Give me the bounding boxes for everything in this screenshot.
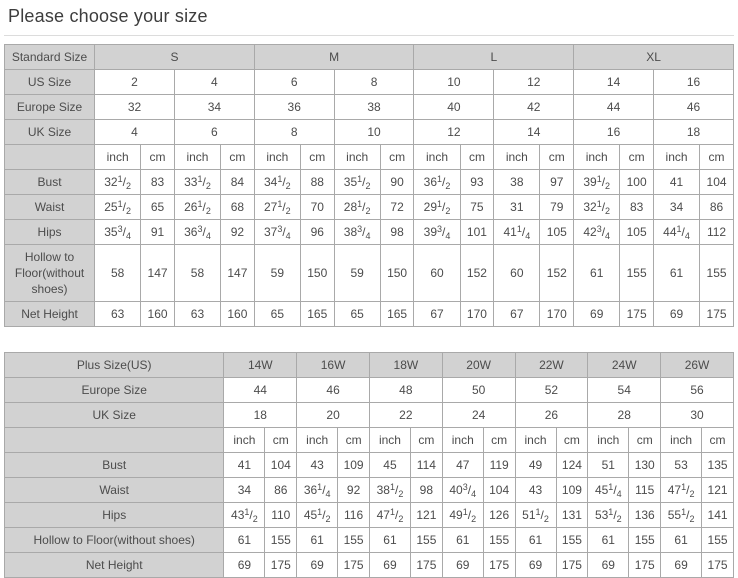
value-cell: 98 — [380, 220, 414, 245]
value-cell: 18 — [224, 403, 297, 428]
unit-header-cell: inch — [297, 428, 338, 453]
table-row — [5, 145, 734, 170]
value-cell: 16 — [574, 120, 654, 145]
value-cell: 155 — [620, 245, 654, 302]
value-cell: 28 — [588, 403, 661, 428]
table-row — [5, 195, 734, 220]
unit-header-cell: cm — [620, 145, 654, 170]
unit-header-cell: inch — [174, 145, 220, 170]
value-cell: 131 — [556, 503, 588, 528]
row-label: Hollow to Floor(without shoes) — [5, 528, 224, 553]
value-cell: $38^1/_2$ — [369, 478, 410, 503]
value-cell: 61 — [297, 528, 338, 553]
value-cell: 92 — [221, 220, 255, 245]
value-cell: 136 — [629, 503, 661, 528]
value-cell: 175 — [702, 553, 734, 578]
table-row — [5, 220, 734, 245]
table-row — [5, 353, 734, 378]
value-cell: 10 — [334, 120, 414, 145]
value-cell: 97 — [540, 170, 574, 195]
size-group-header-cell: 24W — [588, 353, 661, 378]
unit-header-cell: cm — [702, 428, 734, 453]
value-cell: 34 — [224, 478, 265, 503]
value-cell: 38 — [334, 95, 414, 120]
table-row — [5, 302, 734, 327]
value-cell: 124 — [556, 453, 588, 478]
size-group-header-cell: M — [254, 45, 414, 70]
value-cell: $39^1/_2$ — [574, 170, 620, 195]
value-cell: 61 — [369, 528, 410, 553]
value-cell: 43 — [515, 478, 556, 503]
value-cell: 86 — [700, 195, 734, 220]
value-cell: 4 — [174, 70, 254, 95]
value-cell: 45 — [369, 453, 410, 478]
value-cell: $40^3/_4$ — [442, 478, 483, 503]
value-cell: 104 — [265, 453, 297, 478]
size-group-header-cell: 26W — [661, 353, 734, 378]
value-cell: 14 — [494, 120, 574, 145]
value-cell: 24 — [442, 403, 515, 428]
value-cell: 58 — [174, 245, 220, 302]
value-cell: 116 — [338, 503, 370, 528]
value-cell: 121 — [410, 503, 442, 528]
table-row — [5, 245, 734, 302]
value-cell: $55^1/_2$ — [661, 503, 702, 528]
value-cell: 150 — [300, 245, 334, 302]
value-cell: 160 — [221, 302, 255, 327]
value-cell: 96 — [300, 220, 334, 245]
value-cell: 109 — [338, 453, 370, 478]
value-cell: $32^1/_2$ — [574, 195, 620, 220]
value-cell: 90 — [380, 170, 414, 195]
row-label: UK Size — [5, 120, 95, 145]
value-cell: 100 — [620, 170, 654, 195]
value-cell: 72 — [380, 195, 414, 220]
value-cell: 86 — [265, 478, 297, 503]
value-cell: 65 — [141, 195, 175, 220]
value-cell: 170 — [460, 302, 494, 327]
value-cell: $45^1/_2$ — [297, 503, 338, 528]
value-cell: 4 — [95, 120, 175, 145]
row-label — [5, 145, 95, 170]
value-cell: $36^3/_4$ — [174, 220, 220, 245]
value-cell: 31 — [494, 195, 540, 220]
value-cell: 59 — [334, 245, 380, 302]
value-cell: $39^3/_4$ — [414, 220, 460, 245]
value-cell: 10 — [414, 70, 494, 95]
value-cell: 75 — [460, 195, 494, 220]
value-cell: 175 — [410, 553, 442, 578]
unit-header-cell: inch — [414, 145, 460, 170]
row-label: Bust — [5, 170, 95, 195]
value-cell: 69 — [297, 553, 338, 578]
row-label: US Size — [5, 70, 95, 95]
value-cell: 61 — [588, 528, 629, 553]
value-cell: $26^1/_2$ — [174, 195, 220, 220]
value-cell: 60 — [414, 245, 460, 302]
value-cell: 2 — [95, 70, 175, 95]
value-cell: 175 — [629, 553, 661, 578]
unit-header-cell: inch — [661, 428, 702, 453]
unit-header-cell: cm — [141, 145, 175, 170]
value-cell: 155 — [265, 528, 297, 553]
table-row — [5, 478, 734, 503]
value-cell: 65 — [254, 302, 300, 327]
value-cell: $47^1/_2$ — [661, 478, 702, 503]
value-cell: 165 — [380, 302, 414, 327]
value-cell: 69 — [515, 553, 556, 578]
value-cell: 61 — [661, 528, 702, 553]
value-cell: 47 — [442, 453, 483, 478]
value-cell: 42 — [494, 95, 574, 120]
value-cell: 52 — [515, 378, 588, 403]
value-cell: $36^1/_2$ — [414, 170, 460, 195]
value-cell: 6 — [174, 120, 254, 145]
value-cell: 65 — [334, 302, 380, 327]
unit-header-cell: cm — [410, 428, 442, 453]
value-cell: 41 — [224, 453, 265, 478]
value-cell: 51 — [588, 453, 629, 478]
size-group-header-cell: L — [414, 45, 574, 70]
value-cell: 141 — [702, 503, 734, 528]
value-cell: 26 — [515, 403, 588, 428]
unit-header-cell: cm — [380, 145, 414, 170]
value-cell: $32^1/_2$ — [95, 170, 141, 195]
size-group-header-cell: 20W — [442, 353, 515, 378]
value-cell: $27^1/_2$ — [254, 195, 300, 220]
table-row — [5, 170, 734, 195]
table-row — [5, 45, 734, 70]
value-cell: 150 — [380, 245, 414, 302]
value-cell: 70 — [300, 195, 334, 220]
value-cell: $33^1/_2$ — [174, 170, 220, 195]
value-cell: 104 — [700, 170, 734, 195]
value-cell: 53 — [661, 453, 702, 478]
row-label: Waist — [5, 195, 95, 220]
value-cell: 46 — [654, 95, 734, 120]
value-cell: 68 — [221, 195, 255, 220]
row-label: Plus Size(US) — [5, 353, 224, 378]
table-row — [5, 378, 734, 403]
value-cell: 61 — [224, 528, 265, 553]
value-cell: 61 — [442, 528, 483, 553]
value-cell: 69 — [588, 553, 629, 578]
value-cell: 44 — [574, 95, 654, 120]
value-cell: 34 — [654, 195, 700, 220]
value-cell: 6 — [254, 70, 334, 95]
unit-header-cell: cm — [629, 428, 661, 453]
row-label: Hips — [5, 503, 224, 528]
value-cell: 155 — [483, 528, 515, 553]
value-cell: 155 — [702, 528, 734, 553]
value-cell: 155 — [338, 528, 370, 553]
value-cell: 69 — [224, 553, 265, 578]
value-cell: 69 — [369, 553, 410, 578]
value-cell: 155 — [700, 245, 734, 302]
table-row — [5, 453, 734, 478]
value-cell: 175 — [483, 553, 515, 578]
value-cell: 175 — [620, 302, 654, 327]
value-cell: 109 — [556, 478, 588, 503]
value-cell: 58 — [95, 245, 141, 302]
row-label — [5, 428, 224, 453]
value-cell: 41 — [654, 170, 700, 195]
value-cell: $28^1/_2$ — [334, 195, 380, 220]
value-cell: 135 — [702, 453, 734, 478]
value-cell: 110 — [265, 503, 297, 528]
size-group-header-cell: 14W — [224, 353, 297, 378]
value-cell: 83 — [620, 195, 654, 220]
value-cell: 56 — [661, 378, 734, 403]
plus-size-table — [4, 352, 734, 578]
value-cell: 34 — [174, 95, 254, 120]
value-cell: 22 — [369, 403, 442, 428]
row-label: UK Size — [5, 403, 224, 428]
value-cell: 12 — [414, 120, 494, 145]
value-cell: 79 — [540, 195, 574, 220]
value-cell: 98 — [410, 478, 442, 503]
value-cell: 152 — [460, 245, 494, 302]
value-cell: 67 — [494, 302, 540, 327]
value-cell: 126 — [483, 503, 515, 528]
value-cell: 38 — [494, 170, 540, 195]
standard-size-table — [4, 44, 734, 327]
value-cell: 49 — [515, 453, 556, 478]
value-cell: 18 — [654, 120, 734, 145]
value-cell: 12 — [494, 70, 574, 95]
unit-header-cell: inch — [369, 428, 410, 453]
value-cell: 14 — [574, 70, 654, 95]
size-group-header-cell: 16W — [297, 353, 370, 378]
value-cell: 69 — [661, 553, 702, 578]
value-cell: $43^1/_2$ — [224, 503, 265, 528]
value-cell: 32 — [95, 95, 175, 120]
value-cell: 175 — [556, 553, 588, 578]
value-cell: 105 — [540, 220, 574, 245]
size-group-header-cell: 18W — [369, 353, 442, 378]
unit-header-cell: cm — [221, 145, 255, 170]
value-cell: 60 — [494, 245, 540, 302]
value-cell: $35^1/_2$ — [334, 170, 380, 195]
table-row — [5, 428, 734, 453]
value-cell: $25^1/_2$ — [95, 195, 141, 220]
value-cell: 63 — [95, 302, 141, 327]
value-cell: $36^1/_4$ — [297, 478, 338, 503]
value-cell: $29^1/_2$ — [414, 195, 460, 220]
value-cell: 92 — [338, 478, 370, 503]
value-cell: 175 — [265, 553, 297, 578]
value-cell: 121 — [702, 478, 734, 503]
table-row — [5, 403, 734, 428]
value-cell: 59 — [254, 245, 300, 302]
unit-header-cell: inch — [224, 428, 265, 453]
unit-header-cell: inch — [95, 145, 141, 170]
value-cell: 93 — [460, 170, 494, 195]
value-cell: 43 — [297, 453, 338, 478]
unit-header-cell: inch — [515, 428, 556, 453]
table-row — [5, 70, 734, 95]
value-cell: 48 — [369, 378, 442, 403]
unit-header-cell: cm — [300, 145, 334, 170]
value-cell: 155 — [410, 528, 442, 553]
value-cell: 40 — [414, 95, 494, 120]
row-label: Net Height — [5, 553, 224, 578]
value-cell: $41^1/_4$ — [494, 220, 540, 245]
size-group-header-cell: 22W — [515, 353, 588, 378]
value-cell: 115 — [629, 478, 661, 503]
row-label: Standard Size — [5, 45, 95, 70]
value-cell: 88 — [300, 170, 334, 195]
value-cell: 8 — [334, 70, 414, 95]
value-cell: $34^1/_2$ — [254, 170, 300, 195]
table-row — [5, 95, 734, 120]
value-cell: 112 — [700, 220, 734, 245]
value-cell: 30 — [661, 403, 734, 428]
value-cell: 61 — [574, 245, 620, 302]
value-cell: $45^1/_4$ — [588, 478, 629, 503]
unit-header-cell: cm — [460, 145, 494, 170]
unit-header-cell: cm — [265, 428, 297, 453]
value-cell: 8 — [254, 120, 334, 145]
value-cell: $51^1/_2$ — [515, 503, 556, 528]
row-label: Waist — [5, 478, 224, 503]
value-cell: 101 — [460, 220, 494, 245]
value-cell: 170 — [540, 302, 574, 327]
size-group-header-cell: XL — [574, 45, 734, 70]
value-cell: 130 — [629, 453, 661, 478]
title-divider — [4, 35, 734, 36]
value-cell: 44 — [224, 378, 297, 403]
unit-header-cell: cm — [700, 145, 734, 170]
unit-header-cell: inch — [654, 145, 700, 170]
size-group-header-cell: S — [95, 45, 255, 70]
value-cell: 67 — [414, 302, 460, 327]
unit-header-cell: inch — [442, 428, 483, 453]
row-label: Bust — [5, 453, 224, 478]
unit-header-cell: inch — [254, 145, 300, 170]
value-cell: 114 — [410, 453, 442, 478]
value-cell: 155 — [629, 528, 661, 553]
unit-header-cell: cm — [483, 428, 515, 453]
value-cell: 16 — [654, 70, 734, 95]
row-label: Europe Size — [5, 95, 95, 120]
value-cell: 46 — [297, 378, 370, 403]
unit-header-cell: cm — [338, 428, 370, 453]
value-cell: $38^3/_4$ — [334, 220, 380, 245]
value-cell: 69 — [574, 302, 620, 327]
value-cell: 36 — [254, 95, 334, 120]
table-row — [5, 503, 734, 528]
value-cell: $47^1/_2$ — [369, 503, 410, 528]
value-cell: 84 — [221, 170, 255, 195]
unit-header-cell: inch — [574, 145, 620, 170]
value-cell: 105 — [620, 220, 654, 245]
value-cell: 175 — [700, 302, 734, 327]
value-cell: 119 — [483, 453, 515, 478]
value-cell: 160 — [141, 302, 175, 327]
value-cell: 83 — [141, 170, 175, 195]
row-label: Hips — [5, 220, 95, 245]
unit-header-cell: inch — [588, 428, 629, 453]
unit-header-cell: cm — [540, 145, 574, 170]
value-cell: 50 — [442, 378, 515, 403]
table-row — [5, 528, 734, 553]
value-cell: 61 — [654, 245, 700, 302]
page-title: Please choose your size — [8, 6, 208, 26]
value-cell: $44^1/_4$ — [654, 220, 700, 245]
value-cell: 63 — [174, 302, 220, 327]
unit-header-cell: inch — [494, 145, 540, 170]
value-cell: 152 — [540, 245, 574, 302]
value-cell: 20 — [297, 403, 370, 428]
value-cell: 104 — [483, 478, 515, 503]
table-row — [5, 120, 734, 145]
row-label: Net Height — [5, 302, 95, 327]
row-label: Europe Size — [5, 378, 224, 403]
value-cell: $35^3/_4$ — [95, 220, 141, 245]
value-cell: 147 — [221, 245, 255, 302]
value-cell: $49^1/_2$ — [442, 503, 483, 528]
value-cell: 61 — [515, 528, 556, 553]
value-cell: 91 — [141, 220, 175, 245]
row-label: Hollow to Floor(without shoes) — [5, 245, 95, 302]
value-cell: $53^1/_2$ — [588, 503, 629, 528]
value-cell: 69 — [654, 302, 700, 327]
value-cell: 69 — [442, 553, 483, 578]
value-cell: 147 — [141, 245, 175, 302]
value-cell: 175 — [338, 553, 370, 578]
value-cell: $37^3/_4$ — [254, 220, 300, 245]
unit-header-cell: inch — [334, 145, 380, 170]
unit-header-cell: cm — [556, 428, 588, 453]
value-cell: 54 — [588, 378, 661, 403]
value-cell: 165 — [300, 302, 334, 327]
value-cell: $42^3/_4$ — [574, 220, 620, 245]
value-cell: 155 — [556, 528, 588, 553]
table-row — [5, 553, 734, 578]
